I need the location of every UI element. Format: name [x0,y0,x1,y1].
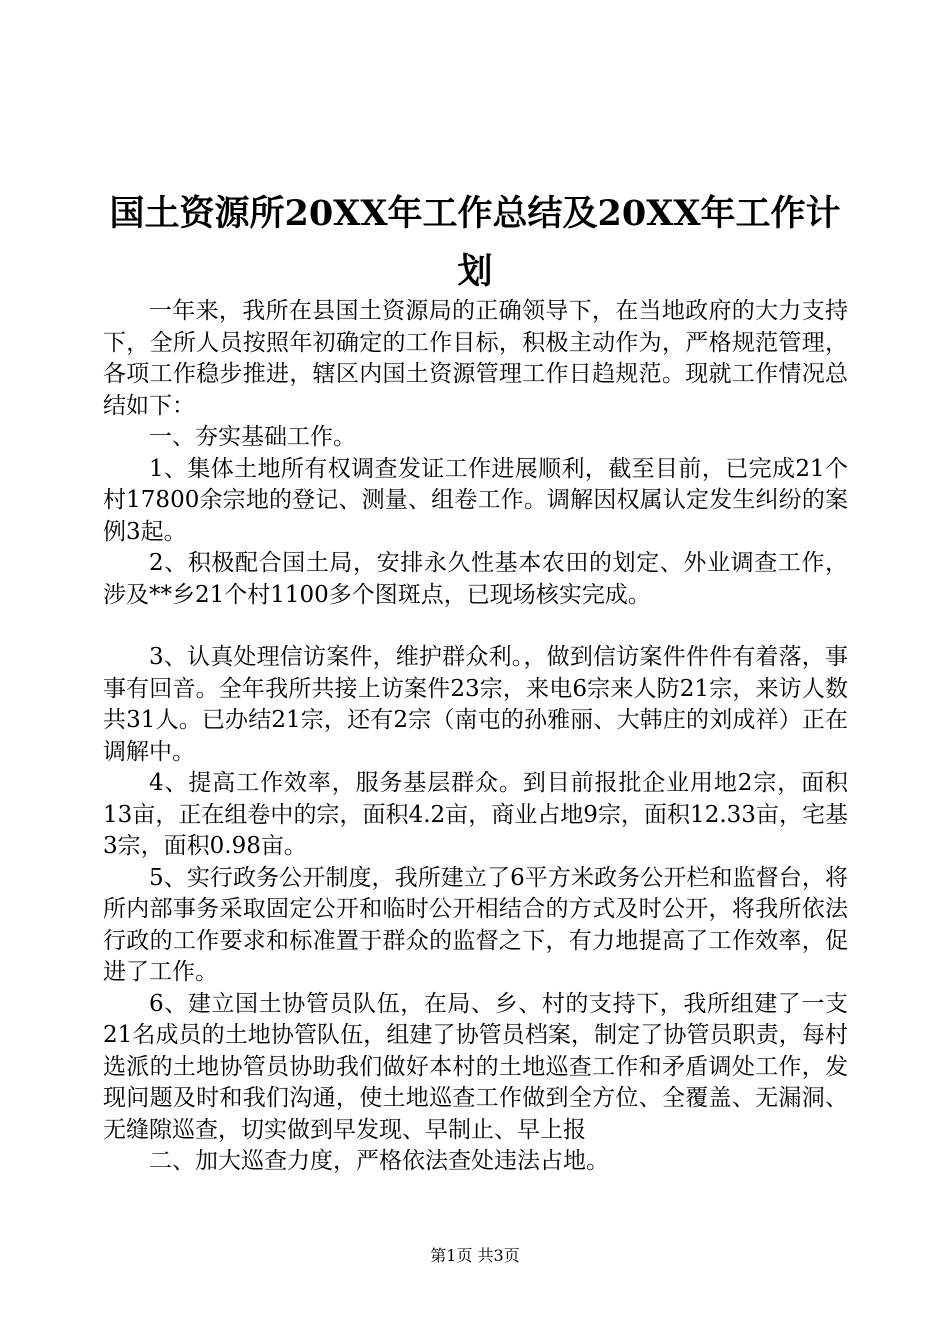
paragraph-item-4: 4、提高工作效率，服务基层群众。到目前报批企业用地2宗，面积13亩，正在组卷中的宗，面积4.2亩，商业占地9宗，面积12.33亩，宅基3宗，面积0.98亩。 [103,770,848,859]
title-line-2: 划 [457,251,493,292]
document-body [103,296,848,1178]
paragraph-intro: 一年来，我所在县国土资源局的正确领导下，在当地政府的大力支持下，全所人员按照年初确定的工作目标，积极主动作为，严格规范管理，各项工作稳步推进，辖区内国土资源管理工作日趋规范。现就工作情况总结如下： [103,298,848,419]
document-title [100,185,850,301]
section-heading-2: 二、加大巡查力度，严格依法查处违法占地。 [149,1148,609,1174]
paragraph-item-1: 1、集体土地所有权调查发证工作进展顺利，截至目前，已完成21个村17800余宗地的登记、测量、组卷工作。调解因权属认定发生纠纷的案例3起。 [103,455,848,545]
section-heading-1: 一、夯实基础工作。 [149,424,356,450]
page-footer: 第1页 共3页 [430,1246,520,1265]
paragraph-item-6: 6、建立国土协管员队伍，在局、乡、村的支持下，我所组建了一支21名成员的土地协管队伍，组建了协管员档案，制定了协管员职责，每村选派的土地协管员协助我们做好本村的土地巡查工作和矛盾调处工作，发现问题及时和我们沟通，使土地巡查工作做到全方位、全覆盖、无漏洞、无缝隙巡查，切实做到早发现、早制止、早上报 [103,990,848,1143]
title-line-1: 国土资源所20XX年工作总结及20XX年工作计 [109,193,841,234]
paragraph-item-3: 3、认真处理信访案件，维护群众利。，做到信访案件件件有着落，事事有回音。全年我所共接上访案件23宗，来电6宗来人防21宗，来访人数共31人。已办结21宗，还有2宗（南屯的孙雅丽、大韩庄的刘成祥）正在调解中。 [103,644,848,765]
paragraph-item-5: 5、实行政务公开制度，我所建立了6平方米政务公开栏和监督台，将所内部事务采取固定公开和临时公开相结合的方式及时公开，将我所依法行政的工作要求和标准置于群众的监督之下，有力地提高了工作效率，促进了工作。 [103,864,848,985]
paragraph-item-2: 2、积极配合国土局，安排永久性基本农田的划定、外业调查工作，涉及**乡21个村1100多个图斑点，已现场核实完成。 [103,550,848,608]
